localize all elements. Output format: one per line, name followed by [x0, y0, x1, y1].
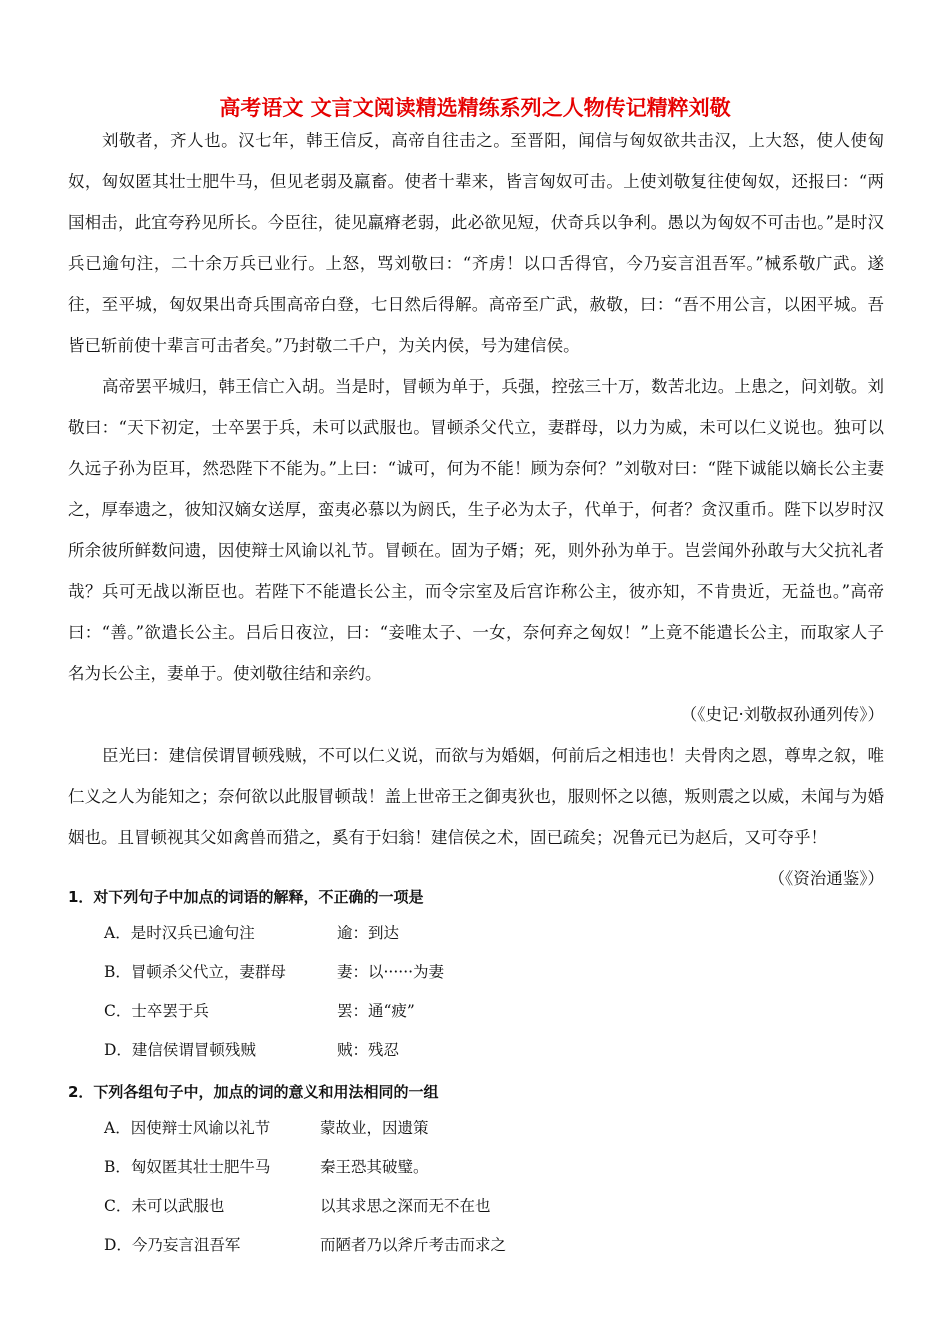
option-b — [68, 953, 884, 992]
question-title: 1．对下列句子中加点的词语的解释，不正确的一项是 — [68, 888, 424, 906]
option-c — [68, 992, 884, 1031]
option-sentence: B．冒顿杀父代立，妻群母 — [104, 963, 286, 981]
question-title: 2．下列各组句子中，加点的词的意义和用法相同的一组 — [68, 1083, 439, 1101]
option-gloss: 逾：到达 — [337, 924, 400, 942]
option-sentence: D．建信侯谓冒顿残贼 — [104, 1041, 256, 1059]
option-sentence: C．未可以武服也 — [104, 1197, 225, 1215]
option-a — [68, 1109, 884, 1148]
option-sentence: B．匈奴匿其壮士肥牛马 — [104, 1158, 271, 1176]
passage-paragraph-2: 高帝罢平城归，韩王信亡入胡。当是时，冒顿为单于，兵强，控弦三十万，数苦北边。上患之，问刘敬。刘敬曰：“天下初定，士卒罢于兵，未可以武服也。冒顿杀父代立，妻群母，以力为威，未可以仁义说也。独可以久远子孙为臣耳，然恐陛下不能为。”上曰：“诚可，何为不能！顾为奈何？”刘敬对曰：“陛下诚能以嫡长公主妻之，厚奉遗之，彼知汉嫡女送厚，蛮夷必慕以为阏氏，生子必为太子，代单于，何者？贪汉重币。陛下以岁时汉所余彼所鲜数问遗，因使辩士风谕以礼节。冒顿在。固为子婿；死，则外孙为单于。岂尝闻外孙敢与大父抗礼者哉？兵可无战以渐臣也。若陛下不能遣长公主，而令宗室及后宫诈称公主，彼亦知，不肯贵近，无益也。”高帝曰：“善。”欲遣长公主。吕后日夜泣，曰：“妾唯太子、一女，奈何弃之匈奴！”上竟不能遣长公主，而取家人子名为长公主，妻单于。使刘敬往结和亲约。 — [68, 377, 884, 683]
passage-source-2: （《资治通鉴》） — [768, 869, 884, 888]
question-1 — [68, 886, 884, 1070]
option-sentence: A．是时汉兵已逾句注 — [104, 924, 255, 942]
option-sentence: A．因使辩士风谕以礼节 — [104, 1119, 271, 1137]
option-sentence: D．今乃妄言沮吾军 — [104, 1236, 241, 1254]
passage-paragraph-1: 刘敬者，齐人也。汉七年，韩王信反，高帝自往击之。至晋阳，闻信与匈奴欲共击汉，上大怒，使人使匈奴，匈奴匿其壮士肥牛马，但见老弱及羸畜。使者十辈来，皆言匈奴可击。上使刘敬复往使匈奴，还报曰：“两国相击，此宜夸矜见所长。今臣往，徒见羸瘠老弱，此必欲见短，伏奇兵以争利。愚以为匈奴不可击也。”是时汉兵已逾句注，二十余万兵已业行。上怒，骂刘敬曰：“齐虏！以口舌得官，今乃妄言沮吾军。”械系敬广武。遂往，至平城，匈奴果出奇兵围高帝白登，七日然后得解。高帝至广武，赦敬，曰：“吾不用公言，以困平城。吾皆已斩前使十辈言可击者矣。”乃封敬二千户，为关内侯，号为建信侯。 — [68, 131, 884, 355]
option-gloss: 以其求思之深而无不在也 — [320, 1197, 491, 1215]
passage-source-1: （《史记·刘敬叔孙通列传》） — [680, 705, 884, 724]
option-gloss: 秦王恐其破璧。 — [320, 1158, 429, 1176]
option-gloss: 罢：通“疲” — [337, 1002, 415, 1020]
option-list — [68, 1109, 884, 1265]
question-2 — [68, 1081, 884, 1265]
option-sentence: C．士卒罢于兵 — [104, 1002, 209, 1020]
option-gloss: 妻：以······为妻 — [337, 963, 445, 981]
option-gloss: 而陋者乃以斧斤考击而求之 — [320, 1236, 507, 1254]
page-title: 高考语文 文言文阅读精选精练系列之人物传记精粹刘敬 — [219, 96, 731, 120]
option-a — [68, 914, 884, 953]
option-d — [68, 1031, 884, 1070]
option-b — [68, 1148, 884, 1187]
option-gloss: 贼：残忍 — [337, 1041, 400, 1059]
option-c — [68, 1187, 884, 1226]
option-list — [68, 914, 884, 1070]
option-d — [68, 1226, 884, 1265]
option-gloss: 蒙故业，因遗策 — [320, 1119, 429, 1137]
passage-paragraph-3: 臣光曰：建信侯谓冒顿残贼，不可以仁义说，而欲与为婚姻，何前后之相违也！夫骨肉之恩，尊卑之叙，唯仁义之人为能知之；奈何欲以此服冒顿哉！盖上世帝王之御夷狄也，服则怀之以德，叛则震之以威，未闻与为婚姻也。且冒顿视其父如禽兽而猎之，奚有于妇翁！建信侯之术，固已疏矣；况鲁元已为赵后，又可夺乎！ — [68, 746, 884, 847]
reading-passage — [68, 120, 884, 899]
